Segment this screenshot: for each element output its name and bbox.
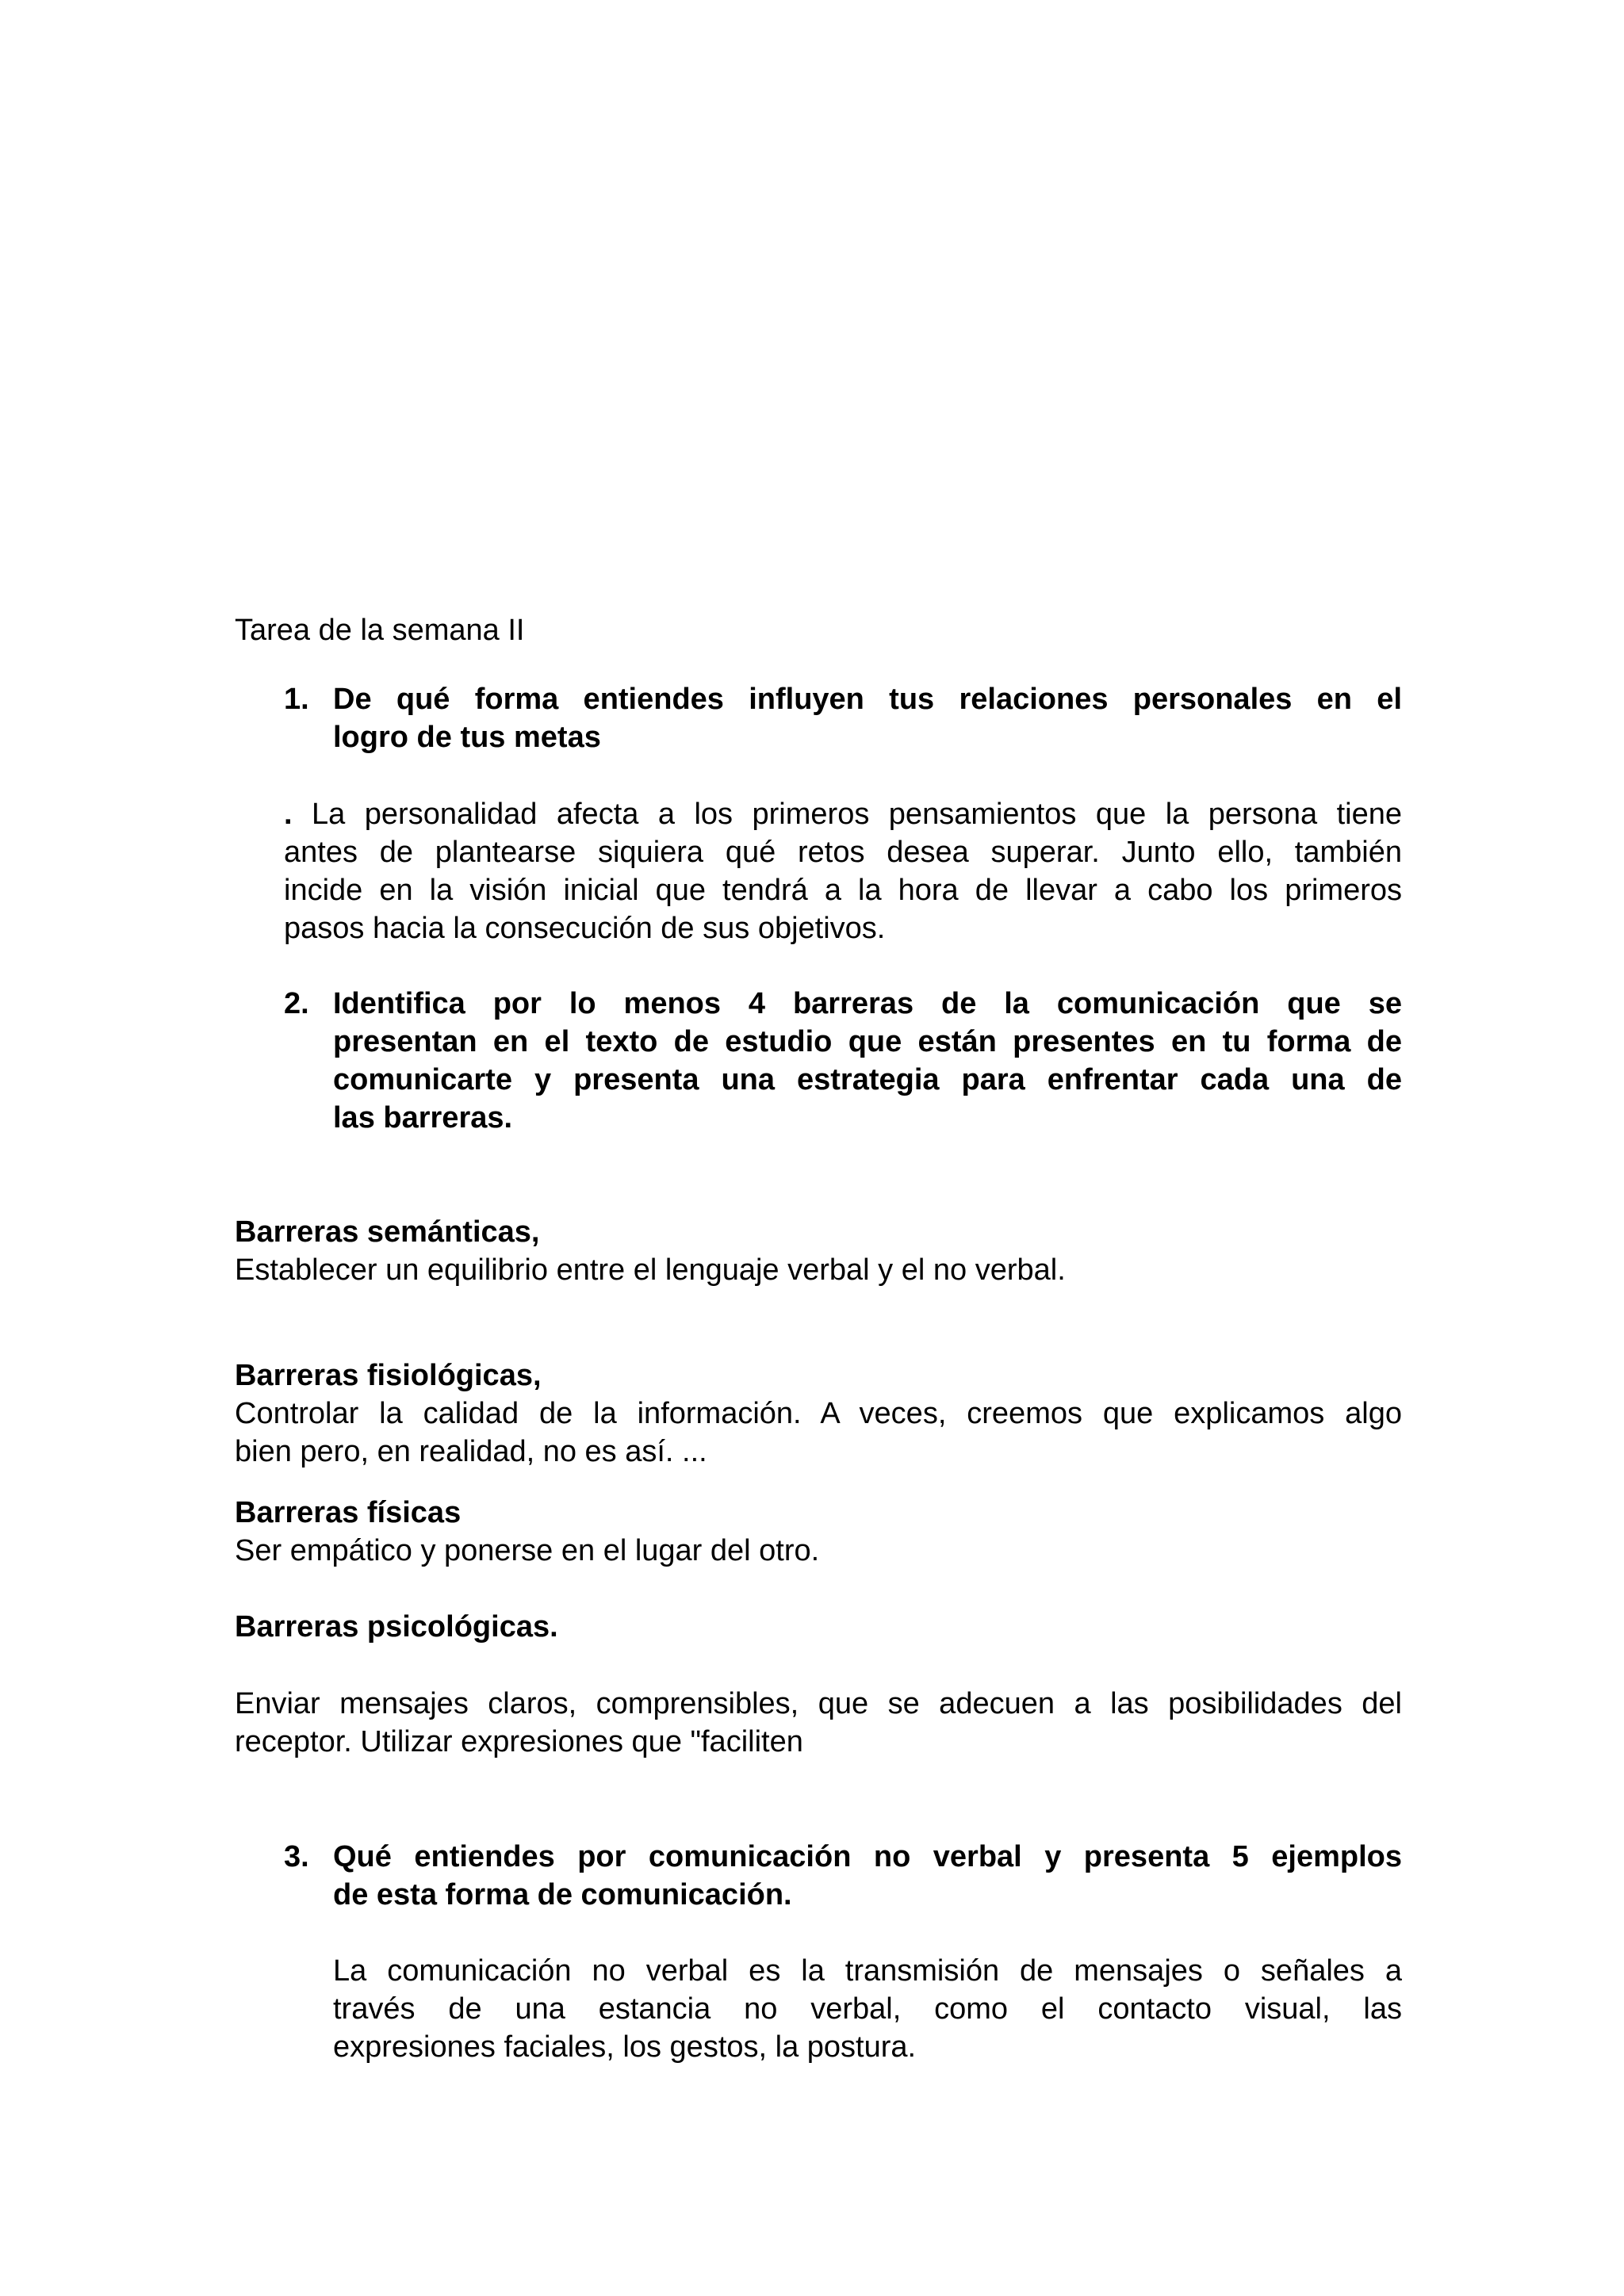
answer-1-line-1 [284,795,1402,833]
barrier-fisiologicas-text-2: bien pero, en realidad, no es así. ... [235,1435,707,1468]
barrier-semanticas-text: Establecer un equilibrio entre el lenguaje verbal y el no verbal. [235,1253,1066,1287]
answer-3-line-2: través de una estancia no verbal, como el contacto visual, las [333,1992,1402,2026]
answer-3-line-1: La comunicación no verbal es la transmisión de mensajes o señales a [333,1954,1402,1988]
barrier-fisicas-text: Ser empático y ponerse en el lugar del otro. [235,1534,820,1567]
question-3-number: 3. [284,1840,309,1873]
question-2-line-1: Identifica por lo menos 4 barreras de la comunicación que se [333,987,1402,1020]
answer-3-line-3: expresiones faciales, los gestos, la postura. [333,2030,917,2064]
answer-1-line-4: pasos hacia la consecución de sus objetivos. [284,912,886,945]
answer-1-line-3: incide en la visión inicial que tendrá a la hora de llevar a cabo los primeros [284,874,1402,907]
barrier-psicologicas-text-1: Enviar mensajes claros, comprensibles, que se adecuen a las posibilidades del [235,1687,1402,1720]
answer-1-line-1-text: La personalidad afecta a los primeros pensamientos que la persona tiene [292,798,1402,831]
question-2-line-2: presentan en el texto de estudio que están presentes en tu forma de [333,1025,1402,1058]
barrier-psicologicas-heading: Barreras psicológicas. [235,1610,558,1644]
question-3-line-1: Qué entiendes por comunicación no verbal y presenta 5 ejemplos [333,1840,1402,1873]
question-1-line-1: De qué forma entiendes influyen tus relaciones personales en el [333,683,1402,716]
question-1-number: 1. [284,683,309,716]
barrier-fisiologicas-heading: Barreras fisiológicas, [235,1359,542,1392]
question-2-line-4: las barreras. [333,1101,513,1135]
question-2-line-3: comunicarte y presenta una estrategia para enfrentar cada una de [333,1063,1402,1096]
barrier-fisicas-heading: Barreras físicas [235,1496,462,1529]
question-2-number: 2. [284,987,309,1020]
question-3-line-2: de esta forma de comunicación. [333,1878,792,1911]
answer-1-line-2: antes de plantearse siquiera qué retos desea superar. Junto ello, también [284,836,1402,869]
barrier-psicologicas-text-2: receptor. Utilizar expresiones que "faciliten [235,1725,803,1758]
barrier-semanticas-heading: Barreras semánticas, [235,1215,540,1249]
question-1-line-2: logro de tus metas [333,721,601,754]
answer-1-prefix: . [284,798,293,831]
document-title: Tarea de la semana II [235,614,525,647]
barrier-fisiologicas-text-1: Controlar la calidad de la información. A veces, creemos que explicamos algo [235,1397,1402,1430]
